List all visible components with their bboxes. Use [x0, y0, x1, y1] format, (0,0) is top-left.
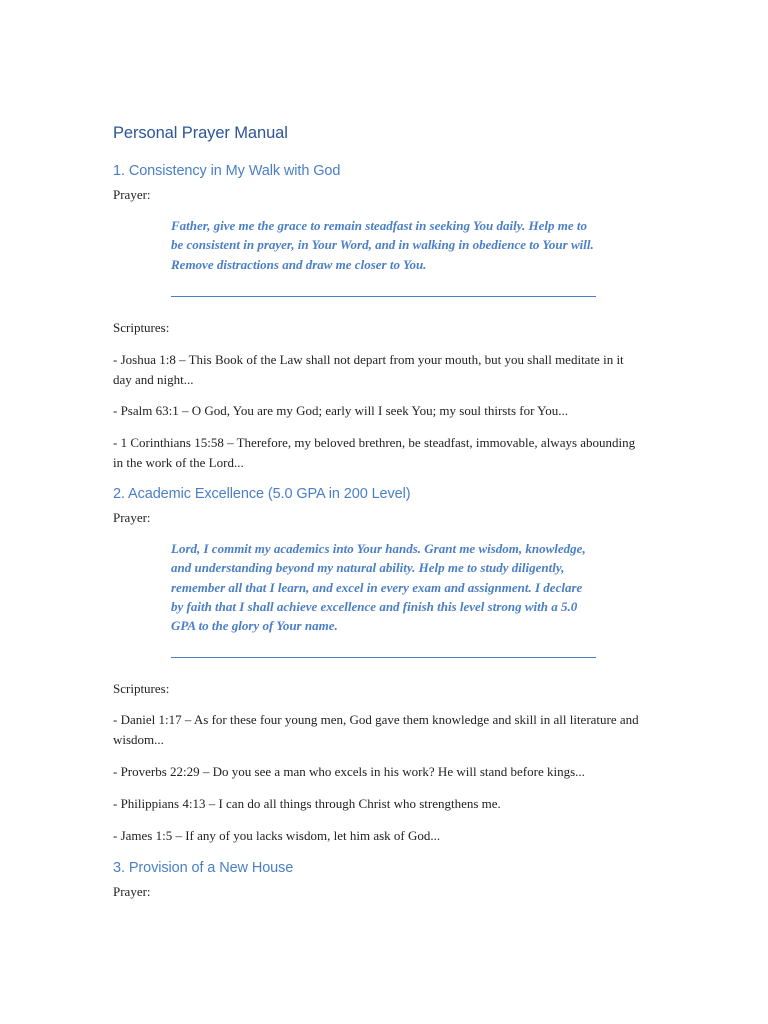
quote-divider — [171, 296, 596, 297]
scripture-item: - Daniel 1:17 – As for these four young men, God gave them knowledge and skill in all literature and wisdom... — [113, 712, 639, 747]
scripture-item: - Joshua 1:8 – This Book of the Law shall not depart from your mouth, but you shall meditate in it day and night... — [113, 352, 624, 387]
prayer-label: Prayer: — [113, 884, 151, 899]
scripture-item: - Proverbs 22:29 – Do you see a man who excels in his work? He will stand before kings... — [113, 764, 585, 779]
prayer-quote-academic: Lord, I commit my academics into Your hands. Grant me wisdom, knowledge, and understanding beyond my natural ability. Help me to study diligently, remember all that I learn, and excel in every exam and assignment. I declare by faith that I shall achieve excellence and finish this level strong with a 5.0 GPA to the glory of Your name. — [171, 541, 586, 634]
section-heading-consistency: 1. Consistency in My Walk with God — [113, 163, 341, 179]
scriptures-label: Scriptures: — [113, 320, 170, 335]
prayer-label: Prayer: — [113, 187, 151, 202]
section-heading-academic: 2. Academic Excellence (5.0 GPA in 200 Level) — [113, 486, 411, 502]
scripture-item: - 1 Corinthians 15:58 – Therefore, my beloved brethren, be steadfast, immovable, always abounding in the work of the Lord... — [113, 435, 636, 470]
scripture-item: - James 1:5 – If any of you lacks wisdom, let him ask of God... — [113, 828, 441, 843]
quote-divider — [171, 657, 596, 658]
document-title: Personal Prayer Manual — [113, 124, 288, 142]
prayer-label: Prayer: — [113, 510, 151, 525]
scripture-item: - Psalm 63:1 – O God, You are my God; early will I seek You; my soul thirsts for You... — [113, 403, 569, 418]
prayer-quote-consistency: Father, give me the grace to remain steadfast in seeking You daily. Help me to be consistent in prayer, in Your Word, and in walking in obedience to Your will. Remove distractions and draw me closer to You. — [171, 218, 594, 272]
scripture-item: - Philippians 4:13 – I can do all things through Christ who strengthens me. — [113, 796, 501, 811]
scriptures-label: Scriptures: — [113, 681, 170, 696]
section-heading-provision: 3. Provision of a New House — [113, 860, 294, 876]
